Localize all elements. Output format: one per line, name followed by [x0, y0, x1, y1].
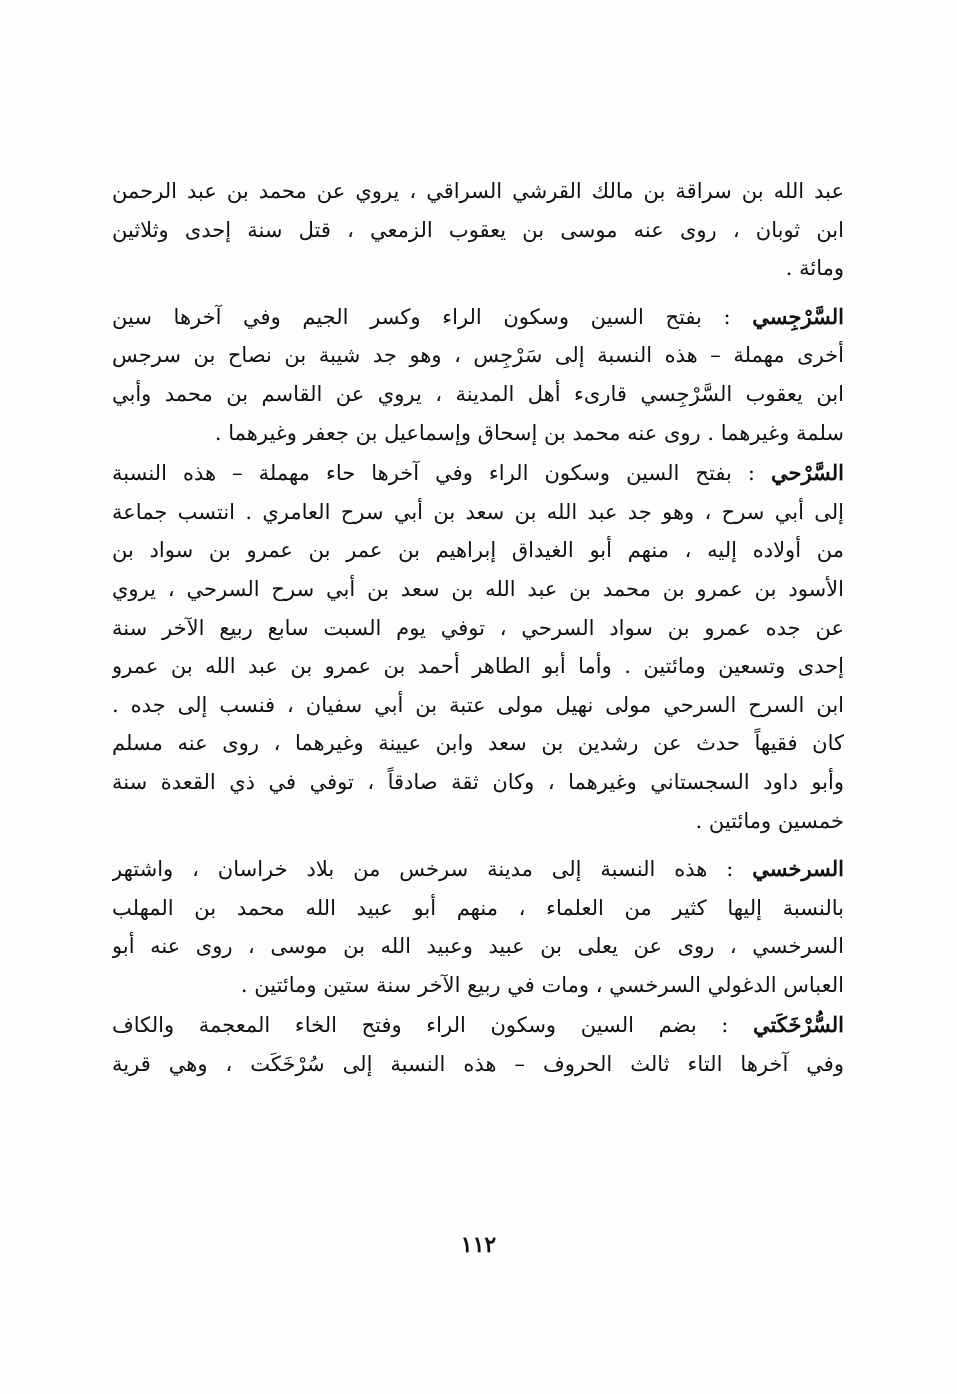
entry-sarjisi	[112, 298, 844, 452]
text-line	[112, 298, 844, 337]
entry-text: : هذه النسبة إلى مدينة سرخس من بلاد خراسان ، واشتهر	[112, 857, 753, 882]
paragraph-continuation	[112, 172, 844, 288]
text-line: إلى أبي سرح ، وهو جد عبد الله بن سعد بن أبي سرح العامري . انتسب جماعة	[112, 499, 844, 524]
text-line: عبد الله بن سراقة بن مالك القرشي السراقي ، يروي عن محمد بن عبد الرحمن	[112, 179, 844, 203]
text-line: من أولاده إليه ، منهم أبو الغيداق إبراهيم بن عمر بن عمرو بن سواد بن	[112, 538, 844, 563]
entry-title: السَّرْحي	[770, 460, 844, 486]
text-line: وفي آخرها التاء ثالث الحروف – هذه النسبة إلى سُرْخَكَت ، وهي قرية	[112, 1052, 844, 1077]
entry-sarakhsi	[112, 850, 844, 1004]
text-line	[112, 454, 844, 493]
text-line: وأبو داود السجستاني وغيرهما ، وكان ثقة صادقاً ، توفي في ذي القعدة سنة	[112, 769, 844, 794]
text-line: خمسين ومائتين .	[695, 808, 844, 833]
text-line: أخرى مهملة – هذه النسبة إلى سَرْجِس ، وهو جد شيبة بن نصاح بن سرجس	[112, 343, 844, 368]
text-line: ابن ثوبان ، روى عنه موسى بن يعقوب الزمعي ، قتل سنة إحدى وثلاثين	[112, 217, 844, 242]
text-line: ابن يعقوب السَّرْجِسي قارىء أهل المدينة ، يروي عن القاسم بن محمد وأبي	[112, 381, 844, 406]
text-line	[112, 850, 844, 889]
text-line: ابن السرح السرحي مولى نهيل مولى عتبة بن أبي سفيان ، فنسب إلى جده .	[112, 692, 844, 717]
entry-text: : بضم السين وسكون الراء وفتح الخاء المعجمة والكاف	[112, 1013, 754, 1038]
text-line	[112, 1006, 844, 1045]
text-line: العباس الدغولي السرخسي ، ومات في ربيع الآخر سنة ستين ومائتين .	[240, 972, 844, 997]
entry-title: السَّرْجِسي	[752, 303, 844, 329]
text-line: ومائة .	[785, 256, 844, 281]
entry-text: : بفتح السين وسكون الراء وفي آخرها حاء مهملة – هذه النسبة	[112, 461, 771, 486]
entry-text: : بفتح السين وسكون الراء وكسر الجيم وفي آخرها سين	[112, 304, 753, 329]
entry-sarhi	[112, 454, 844, 840]
entry-title: السرخسي	[752, 856, 844, 882]
paragraph-gap	[112, 840, 844, 850]
text-line: السرخسي ، روى عن يعلى بن عبيد وعبيد الله بن موسى ، روى عنه أبو	[112, 934, 844, 959]
text-line: عن جده عمرو بن سواد السرحي ، توفي يوم السبت سابع ربيع الآخر سنة	[112, 615, 844, 640]
text-line: الأسود بن عمرو بن محمد بن عبد الله بن سعد بن أبي سرح السرحي ، يروي	[112, 576, 844, 601]
text-line: إحدى وتسعين ومائتين . وأما أبو الطاهر أحمد بن عمرو بن عبد الله بن عمرو	[112, 654, 844, 679]
text-line: سلمة وغيرهما . روى عنه محمد بن إسحاق وإسماعيل بن جعفر وغيرهما .	[214, 420, 844, 445]
paragraph-gap	[112, 288, 844, 298]
entry-surkhakati	[112, 1006, 844, 1083]
page-number: ١١٢	[460, 1232, 497, 1258]
main-text	[112, 172, 844, 1084]
text-line: بالنسبة إليها كثير من العلماء ، منهم أبو عبيد الله محمد بن المهلب	[112, 895, 844, 920]
text-line: كان فقيهاً حدث عن رشدين بن سعد وابن عيينة وغيرهما ، روى عنه مسلم	[112, 731, 844, 756]
entry-title: السُّرْخَكَتي	[753, 1012, 844, 1038]
